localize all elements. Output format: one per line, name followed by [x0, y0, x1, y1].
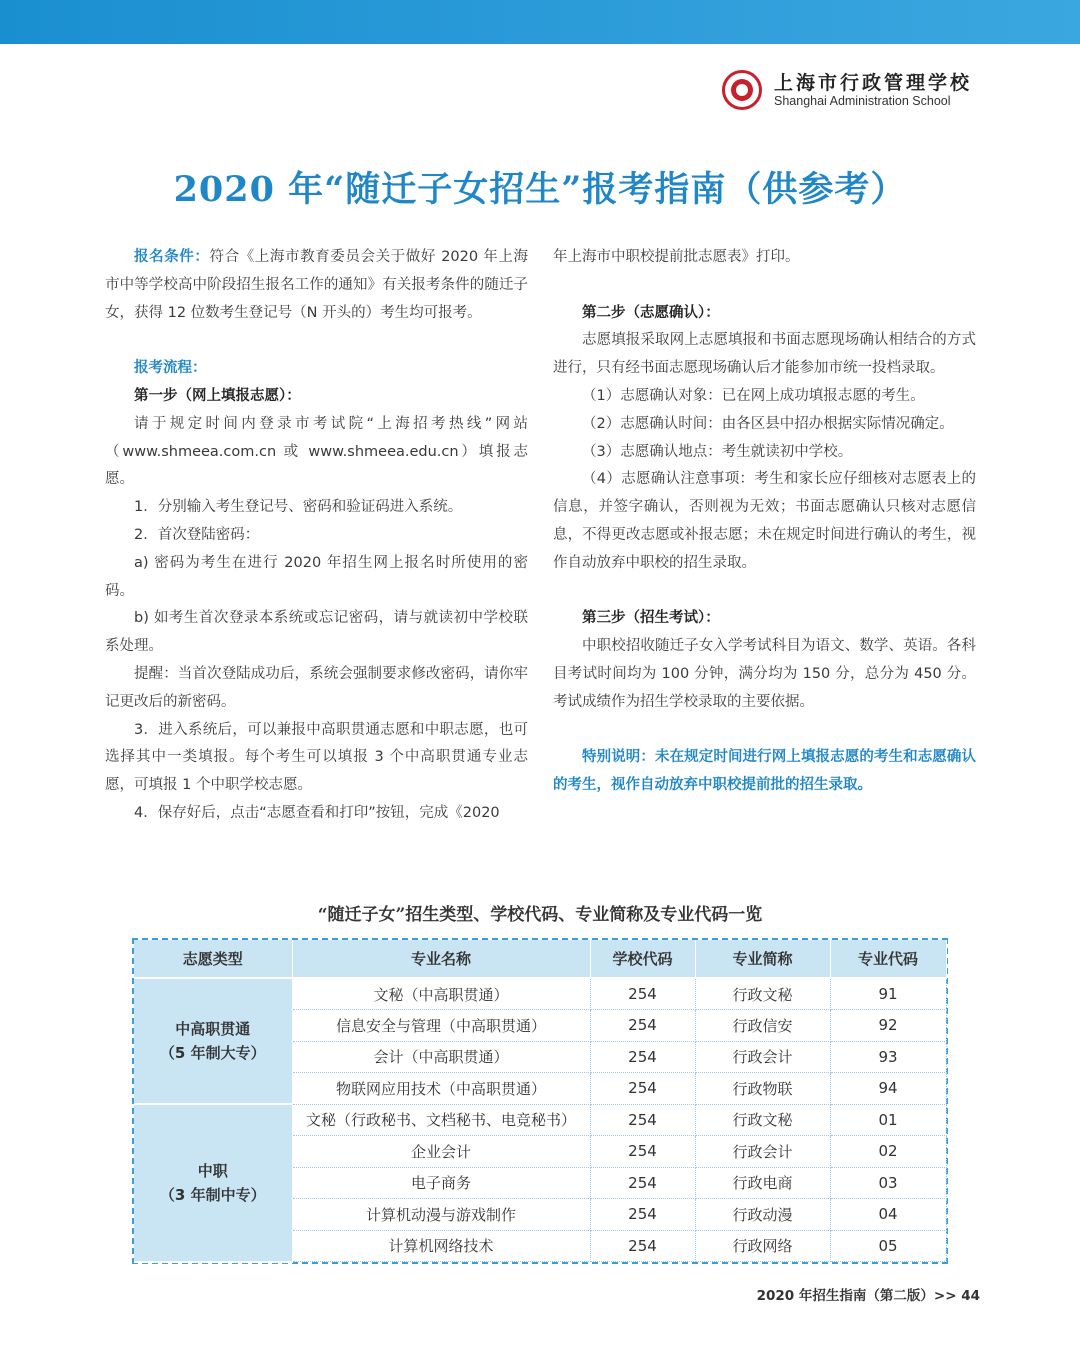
header-type: 志愿类型	[134, 940, 292, 978]
program-table	[132, 938, 948, 1264]
major-code: 92	[830, 1010, 946, 1042]
step3-text: 中职校招收随迁子女入学考试科目为语文、数学、英语。各科目考试时间均为 100 分钟，满分均为 150 分，总分为 450 分。考试成绩作为招生学校录取的主要依据。	[553, 638, 976, 710]
major-code: 94	[830, 1073, 946, 1105]
short-name: 行政物联	[695, 1073, 830, 1105]
header-major-code: 专业代码	[830, 940, 946, 978]
major-code: 04	[830, 1199, 946, 1231]
short-name: 行政会计	[695, 1041, 830, 1073]
major-name: 计算机网络技术	[292, 1230, 590, 1262]
school-code: 254	[590, 978, 695, 1010]
major-name: 信息安全与管理（中高职贯通）	[292, 1010, 590, 1042]
school-code: 254	[590, 1010, 695, 1042]
school-code: 254	[590, 1136, 695, 1168]
school-code: 254	[590, 1041, 695, 1073]
page-title: 2020 年“随迁子女招生”报考指南（供参考）	[173, 169, 907, 210]
major-code: 03	[830, 1167, 946, 1199]
conditions-label: 报名条件：	[134, 249, 210, 265]
short-name: 行政信安	[695, 1010, 830, 1042]
major-code: 01	[830, 1104, 946, 1136]
school-seal-icon	[722, 70, 762, 110]
header-short-name: 专业简称	[695, 940, 830, 978]
major-name: 会计（中高职贯通）	[292, 1041, 590, 1073]
school-code: 254	[590, 1073, 695, 1105]
logo-chinese-name: 上海市行政管理学校	[774, 72, 973, 94]
major-code: 02	[830, 1136, 946, 1168]
step1-item3: 3．进入系统后，可以兼报中高职贯通志愿和中职志愿，也可选择其中一类填报。每个考生可以填报 3 个中高职贯通专业志愿，可填报 1 个中职学校志愿。	[105, 721, 528, 794]
group-type-vocational-college	[134, 978, 292, 1104]
step1-reminder: 提醒：当首次登陆成功后，系统会强制要求修改密码，请你牢记更改后的新密码。	[105, 665, 528, 710]
short-name: 行政会计	[695, 1136, 830, 1168]
step2-title: 第二步（志愿确认）：	[582, 304, 720, 321]
step3-title: 第三步（招生考试）：	[582, 610, 720, 627]
left-column	[105, 244, 528, 828]
major-name: 计算机动漫与游戏制作	[292, 1199, 590, 1231]
short-name: 行政文秘	[695, 978, 830, 1010]
registration-conditions	[105, 244, 528, 327]
step1-title: 第一步（网上填报志愿）：	[134, 387, 301, 404]
step1-item4-continued: 年上海市中职校提前批志愿表》打印。	[553, 249, 800, 265]
school-code: 254	[590, 1230, 695, 1262]
group-type-line1: 中职	[197, 1161, 228, 1180]
major-code: 91	[830, 978, 946, 1010]
short-name: 行政动漫	[695, 1199, 830, 1231]
group-type-line1: 中高职贯通	[175, 1020, 251, 1038]
step1-item1: 1．分别输入考生登记号、密码和验证码进入系统。	[134, 499, 463, 516]
major-code: 93	[830, 1041, 946, 1073]
school-code: 254	[590, 1199, 695, 1231]
step1-item2b: b) 如考生首次登录本系统或忘记密码，请与就读初中学校联系处理。	[105, 610, 528, 655]
special-notice: 特别说明：未在规定时间进行网上填报志愿的考生和志愿确认的考生，视作自动放弃中职校提前批的招生录取。	[553, 749, 976, 794]
step2-item4: （4）志愿确认注意事项：考生和家长应仔细核对志愿表上的信息，并签字确认，否则视为无效；书面志愿确认只核对志愿信息，不得更改志愿或补报志愿；未在规定时间进行确认的考生，视作自动放弃中职校的招生录取。	[553, 471, 976, 571]
table-caption: “随迁子女”招生类型、学校代码、专业简称及专业代码一览	[317, 905, 763, 925]
top-banner	[0, 0, 1080, 44]
page-footer: 2020 年招生指南（第二版）>> 44	[756, 1288, 980, 1304]
table-header-row	[134, 940, 946, 978]
group-type-line2: （5 年制大专）	[159, 1044, 266, 1062]
conditions-text: 符合《上海市教育委员会关于做好 2020 年上海市中等学校高中阶段招生报名工作的通知》有关报考条件的随迁子女，获得 12 位数考生登记号（N 开头的）考生均可报考。	[105, 249, 528, 321]
major-code: 05	[830, 1230, 946, 1262]
major-name: 电子商务	[292, 1167, 590, 1199]
step1-item2a: a) 密码为考生在进行 2020 年招生网上报名时所使用的密码。	[105, 554, 528, 599]
step1-item4: 4．保存好后，点击“志愿查看和打印”按钮，完成《2020	[134, 804, 500, 821]
step1-item2: 2．首次登陆密码：	[134, 526, 260, 543]
step2-intro: 志愿填报采取网上志愿填报和书面志愿现场确认相结合的方式进行，只有经书面志愿现场确认后才能参加市统一投档录取。	[553, 332, 976, 377]
major-name: 企业会计	[292, 1136, 590, 1168]
major-name: 物联网应用技术（中高职贯通）	[292, 1073, 590, 1105]
group-type-secondary-vocational	[134, 1104, 292, 1262]
group-type-line2: （3 年制中专）	[159, 1185, 266, 1204]
header-major-name: 专业名称	[292, 940, 590, 978]
header-school-code: 学校代码	[590, 940, 695, 978]
step2-item3: （3）志愿确认地点：考生就读初中学校。	[582, 443, 853, 460]
short-name: 行政文秘	[695, 1104, 830, 1136]
table-row	[134, 978, 946, 1010]
school-code: 254	[590, 1167, 695, 1199]
short-name: 行政网络	[695, 1230, 830, 1262]
school-code: 254	[590, 1104, 695, 1136]
step1-intro: 请于规定时间内登录市考试院“上海招考热线”网站（www.shmeea.com.cn 或 www.shmeea.edu.cn）填报志愿。	[105, 415, 528, 488]
step2-item2: （2）志愿确认时间：由各区县中招办根据实际情况确定。	[582, 415, 954, 432]
major-name: 文秘（行政秘书、文档秘书、电竞秘书）	[292, 1104, 590, 1136]
major-name: 文秘（中高职贯通）	[292, 978, 590, 1010]
school-logo	[722, 68, 982, 114]
right-column	[553, 244, 976, 800]
step2-item1: （1）志愿确认对象：已在网上成功填报志愿的考生。	[582, 387, 925, 404]
process-label: 报考流程：	[134, 360, 207, 377]
table-row	[134, 1104, 946, 1136]
logo-english-name: Shanghai Administration School	[774, 94, 951, 108]
short-name: 行政电商	[695, 1167, 830, 1199]
